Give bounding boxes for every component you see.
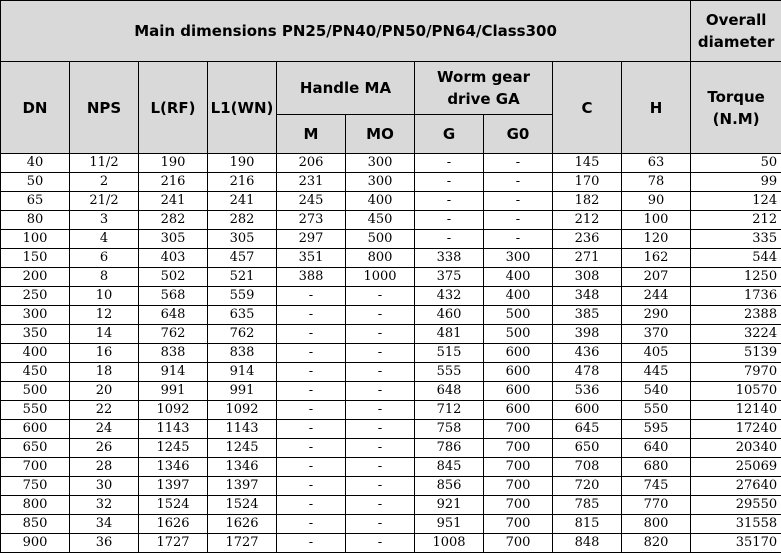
g0-cell: 600 [484, 363, 553, 382]
l1-wn-cell: 521 [208, 268, 277, 287]
m-cell: - [277, 420, 346, 439]
table-row [1, 363, 781, 382]
l1-wn-cell: 1397 [208, 477, 277, 496]
table-row [1, 154, 781, 173]
l1-wn-cell: 216 [208, 173, 277, 192]
c-cell: 436 [553, 344, 622, 363]
table-row [1, 534, 781, 553]
l-rf-cell: 1524 [139, 496, 208, 515]
nps-cell: 22 [70, 401, 139, 420]
l1-wn-cell: 635 [208, 306, 277, 325]
c-cell: 815 [553, 515, 622, 534]
table-row [1, 382, 781, 401]
g-cell: 856 [415, 477, 484, 496]
g0-cell: 700 [484, 534, 553, 553]
mo-cell: - [346, 439, 415, 458]
dn-cell: 65 [1, 192, 70, 211]
m-cell: - [277, 534, 346, 553]
m-cell: - [277, 382, 346, 401]
m-cell: 231 [277, 173, 346, 192]
g0-cell: 400 [484, 268, 553, 287]
nps-cell: 24 [70, 420, 139, 439]
l1-wn-cell: 914 [208, 363, 277, 382]
table-row [1, 306, 781, 325]
mo-cell: - [346, 458, 415, 477]
torque-cell: 27640 [691, 477, 781, 496]
torque-cell: 2388 [691, 306, 781, 325]
m-cell: - [277, 344, 346, 363]
torque-cell: 31558 [691, 515, 781, 534]
l1-wn-cell: 838 [208, 344, 277, 363]
g-cell: - [415, 211, 484, 230]
g0-cell: - [484, 154, 553, 173]
m-cell: 206 [277, 154, 346, 173]
h-header: H [622, 62, 691, 154]
l-rf-cell: 1092 [139, 401, 208, 420]
h-cell: 745 [622, 477, 691, 496]
nps-cell: 12 [70, 306, 139, 325]
c-cell: 398 [553, 325, 622, 344]
m-cell: 297 [277, 230, 346, 249]
g0-cell: 300 [484, 249, 553, 268]
c-cell: 212 [553, 211, 622, 230]
torque-cell: 35170 [691, 534, 781, 553]
dn-cell: 500 [1, 382, 70, 401]
g-cell: 1008 [415, 534, 484, 553]
mo-cell: - [346, 306, 415, 325]
overall-diameter-header: Overall diameter [691, 1, 781, 62]
c-cell: 182 [553, 192, 622, 211]
m-cell: - [277, 496, 346, 515]
l1-wn-cell: 1143 [208, 420, 277, 439]
m-cell: - [277, 401, 346, 420]
dn-cell: 450 [1, 363, 70, 382]
table-row [1, 173, 781, 192]
g-cell: 648 [415, 382, 484, 401]
dn-cell: 400 [1, 344, 70, 363]
mo-cell: - [346, 363, 415, 382]
table-row [1, 249, 781, 268]
g0-cell: 700 [484, 439, 553, 458]
c-cell: 308 [553, 268, 622, 287]
h-cell: 100 [622, 211, 691, 230]
l-rf-cell: 648 [139, 306, 208, 325]
nps-cell: 34 [70, 515, 139, 534]
g-cell: 555 [415, 363, 484, 382]
l1-wn-header: L1(WN) [208, 62, 277, 154]
table-row [1, 287, 781, 306]
table-row [1, 325, 781, 344]
mo-cell: 500 [346, 230, 415, 249]
torque-cell: 17240 [691, 420, 781, 439]
l1-wn-cell: 762 [208, 325, 277, 344]
g-cell: - [415, 230, 484, 249]
torque-cell: 335 [691, 230, 781, 249]
dn-cell: 200 [1, 268, 70, 287]
h-cell: 290 [622, 306, 691, 325]
c-cell: 848 [553, 534, 622, 553]
table-row [1, 496, 781, 515]
dn-cell: 900 [1, 534, 70, 553]
g0-cell: 700 [484, 458, 553, 477]
c-cell: 145 [553, 154, 622, 173]
table-row [1, 230, 781, 249]
nps-cell: 14 [70, 325, 139, 344]
l-rf-cell: 403 [139, 249, 208, 268]
nps-cell: 18 [70, 363, 139, 382]
mo-cell: - [346, 401, 415, 420]
g0-cell: 600 [484, 401, 553, 420]
m-cell: 351 [277, 249, 346, 268]
c-cell: 478 [553, 363, 622, 382]
l-rf-cell: 502 [139, 268, 208, 287]
g0-cell: 700 [484, 496, 553, 515]
c-cell: 536 [553, 382, 622, 401]
g-cell: 845 [415, 458, 484, 477]
l1-wn-cell: 190 [208, 154, 277, 173]
nps-header: NPS [70, 62, 139, 154]
g-cell: 481 [415, 325, 484, 344]
g0-cell: 500 [484, 325, 553, 344]
h-cell: 162 [622, 249, 691, 268]
nps-cell: 16 [70, 344, 139, 363]
mo-cell: 300 [346, 173, 415, 192]
g0-cell: 600 [484, 344, 553, 363]
worm-gear-header: Worm gear drive GA [415, 62, 553, 115]
h-cell: 207 [622, 268, 691, 287]
h-cell: 63 [622, 154, 691, 173]
mo-cell: 800 [346, 249, 415, 268]
table-row [1, 211, 781, 230]
mo-cell: - [346, 287, 415, 306]
mo-cell: 1000 [346, 268, 415, 287]
l-rf-cell: 241 [139, 192, 208, 211]
dn-cell: 600 [1, 420, 70, 439]
table-row [1, 458, 781, 477]
l1-wn-cell: 305 [208, 230, 277, 249]
c-cell: 236 [553, 230, 622, 249]
g0-cell: 700 [484, 420, 553, 439]
torque-cell: 50 [691, 154, 781, 173]
torque-cell: 1250 [691, 268, 781, 287]
l-rf-cell: 1346 [139, 458, 208, 477]
torque-cell: 124 [691, 192, 781, 211]
mo-header: MO [346, 115, 415, 154]
l1-wn-cell: 991 [208, 382, 277, 401]
g-cell: 460 [415, 306, 484, 325]
nps-cell: 6 [70, 249, 139, 268]
torque-cell: 212 [691, 211, 781, 230]
mo-cell: - [346, 325, 415, 344]
g0-cell: 700 [484, 477, 553, 496]
nps-cell: 28 [70, 458, 139, 477]
nps-cell: 8 [70, 268, 139, 287]
l1-wn-cell: 1346 [208, 458, 277, 477]
g0-cell: 700 [484, 515, 553, 534]
torque-cell: 25069 [691, 458, 781, 477]
table-row [1, 268, 781, 287]
dn-cell: 750 [1, 477, 70, 496]
m-cell: - [277, 287, 346, 306]
nps-cell: 21/2 [70, 192, 139, 211]
m-cell: - [277, 439, 346, 458]
torque-cell: 20340 [691, 439, 781, 458]
g0-cell: 600 [484, 382, 553, 401]
l-rf-cell: 216 [139, 173, 208, 192]
l-rf-cell: 568 [139, 287, 208, 306]
l1-wn-cell: 241 [208, 192, 277, 211]
m-header: M [277, 115, 346, 154]
c-cell: 785 [553, 496, 622, 515]
c-cell: 600 [553, 401, 622, 420]
c-cell: 271 [553, 249, 622, 268]
h-cell: 820 [622, 534, 691, 553]
l-rf-cell: 1626 [139, 515, 208, 534]
h-cell: 680 [622, 458, 691, 477]
c-cell: 708 [553, 458, 622, 477]
torque-cell: 5139 [691, 344, 781, 363]
l-rf-cell: 914 [139, 363, 208, 382]
h-cell: 770 [622, 496, 691, 515]
dn-cell: 800 [1, 496, 70, 515]
l-rf-cell: 991 [139, 382, 208, 401]
l-rf-cell: 762 [139, 325, 208, 344]
dn-cell: 350 [1, 325, 70, 344]
l-rf-cell: 1245 [139, 439, 208, 458]
dn-cell: 150 [1, 249, 70, 268]
m-cell: - [277, 363, 346, 382]
mo-cell: - [346, 382, 415, 401]
table-row [1, 515, 781, 534]
l-rf-cell: 190 [139, 154, 208, 173]
g-header: G [415, 115, 484, 154]
g-cell: 712 [415, 401, 484, 420]
dn-cell: 100 [1, 230, 70, 249]
g-cell: 758 [415, 420, 484, 439]
dn-cell: 80 [1, 211, 70, 230]
mo-cell: 450 [346, 211, 415, 230]
l1-wn-cell: 1626 [208, 515, 277, 534]
c-cell: 348 [553, 287, 622, 306]
torque-cell: 12140 [691, 401, 781, 420]
g0-cell: - [484, 230, 553, 249]
l1-wn-cell: 457 [208, 249, 277, 268]
torque-cell: 3224 [691, 325, 781, 344]
main-dimensions-header: Main dimensions PN25/PN40/PN50/PN64/Class300 [1, 1, 691, 62]
dn-cell: 50 [1, 173, 70, 192]
table-row [1, 401, 781, 420]
m-cell: 273 [277, 211, 346, 230]
g-cell: - [415, 173, 484, 192]
g-cell: 951 [415, 515, 484, 534]
dn-cell: 550 [1, 401, 70, 420]
g-cell: 515 [415, 344, 484, 363]
h-cell: 595 [622, 420, 691, 439]
l1-wn-cell: 559 [208, 287, 277, 306]
h-cell: 90 [622, 192, 691, 211]
table-row [1, 439, 781, 458]
m-cell: - [277, 458, 346, 477]
m-cell: - [277, 477, 346, 496]
g0-header: G0 [484, 115, 553, 154]
mo-cell: 400 [346, 192, 415, 211]
torque-cell: 10570 [691, 382, 781, 401]
l-rf-header: L(RF) [139, 62, 208, 154]
l1-wn-cell: 1092 [208, 401, 277, 420]
l1-wn-cell: 1727 [208, 534, 277, 553]
table-row [1, 477, 781, 496]
nps-cell: 2 [70, 173, 139, 192]
g-cell: 375 [415, 268, 484, 287]
h-cell: 405 [622, 344, 691, 363]
h-cell: 78 [622, 173, 691, 192]
nps-cell: 26 [70, 439, 139, 458]
mo-cell: 300 [346, 154, 415, 173]
mo-cell: - [346, 515, 415, 534]
table-row [1, 192, 781, 211]
g-cell: 786 [415, 439, 484, 458]
h-cell: 370 [622, 325, 691, 344]
nps-cell: 32 [70, 496, 139, 515]
g-cell: 338 [415, 249, 484, 268]
nps-cell: 11/2 [70, 154, 139, 173]
nps-cell: 20 [70, 382, 139, 401]
mo-cell: - [346, 477, 415, 496]
nps-cell: 36 [70, 534, 139, 553]
torque-cell: 544 [691, 249, 781, 268]
h-cell: 445 [622, 363, 691, 382]
nps-cell: 10 [70, 287, 139, 306]
dn-cell: 650 [1, 439, 70, 458]
l1-wn-cell: 282 [208, 211, 277, 230]
torque-cell: 99 [691, 173, 781, 192]
l-rf-cell: 305 [139, 230, 208, 249]
nps-cell: 30 [70, 477, 139, 496]
h-cell: 550 [622, 401, 691, 420]
l-rf-cell: 1143 [139, 420, 208, 439]
dn-cell: 250 [1, 287, 70, 306]
nps-cell: 3 [70, 211, 139, 230]
dn-cell: 300 [1, 306, 70, 325]
c-cell: 385 [553, 306, 622, 325]
mo-cell: - [346, 344, 415, 363]
l-rf-cell: 282 [139, 211, 208, 230]
table-row [1, 344, 781, 363]
h-cell: 540 [622, 382, 691, 401]
g0-cell: - [484, 173, 553, 192]
l-rf-cell: 1397 [139, 477, 208, 496]
g0-cell: 500 [484, 306, 553, 325]
g-cell: 432 [415, 287, 484, 306]
dn-cell: 700 [1, 458, 70, 477]
torque-cell: 29550 [691, 496, 781, 515]
g0-cell: - [484, 192, 553, 211]
g-cell: - [415, 154, 484, 173]
mo-cell: - [346, 420, 415, 439]
g0-cell: - [484, 211, 553, 230]
c-cell: 645 [553, 420, 622, 439]
m-cell: - [277, 325, 346, 344]
c-header: C [553, 62, 622, 154]
c-cell: 650 [553, 439, 622, 458]
dn-cell: 40 [1, 154, 70, 173]
nps-cell: 4 [70, 230, 139, 249]
g-cell: 921 [415, 496, 484, 515]
m-cell: - [277, 306, 346, 325]
h-cell: 244 [622, 287, 691, 306]
l1-wn-cell: 1524 [208, 496, 277, 515]
h-cell: 800 [622, 515, 691, 534]
l1-wn-cell: 1245 [208, 439, 277, 458]
c-cell: 170 [553, 173, 622, 192]
g0-cell: 400 [484, 287, 553, 306]
m-cell: 245 [277, 192, 346, 211]
l-rf-cell: 1727 [139, 534, 208, 553]
g-cell: - [415, 192, 484, 211]
mo-cell: - [346, 496, 415, 515]
torque-cell: 7970 [691, 363, 781, 382]
torque-cell: 1736 [691, 287, 781, 306]
table-row [1, 420, 781, 439]
h-cell: 640 [622, 439, 691, 458]
table-body [1, 154, 781, 553]
torque-header: Torque (N.M) [691, 62, 781, 154]
dn-header: DN [1, 62, 70, 154]
mo-cell: - [346, 534, 415, 553]
m-cell: - [277, 515, 346, 534]
l-rf-cell: 838 [139, 344, 208, 363]
handle-ma-header: Handle MA [277, 62, 415, 115]
h-cell: 120 [622, 230, 691, 249]
m-cell: 388 [277, 268, 346, 287]
c-cell: 720 [553, 477, 622, 496]
dn-cell: 850 [1, 515, 70, 534]
